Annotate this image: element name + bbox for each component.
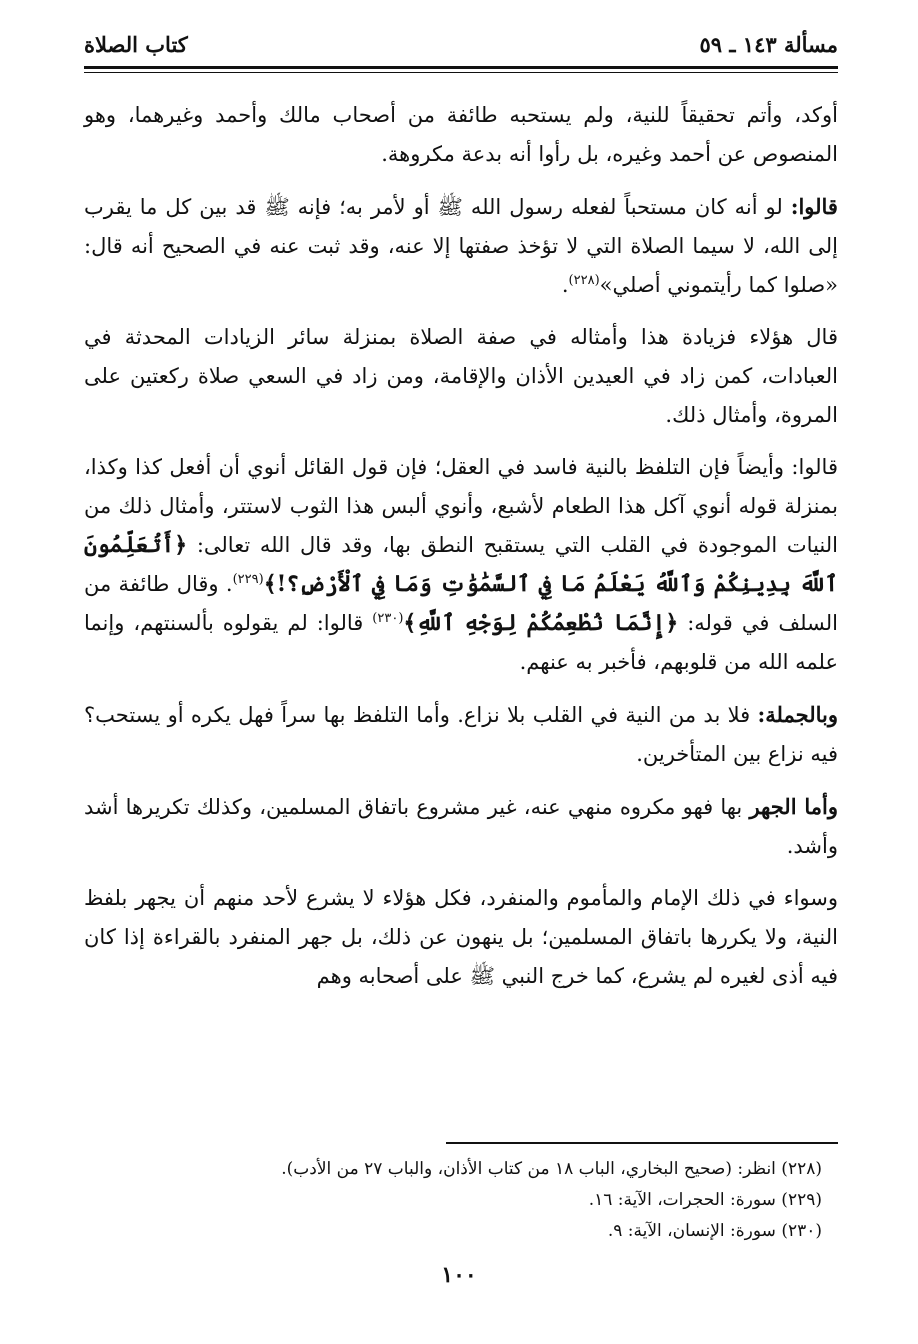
footnote-separator <box>446 1142 838 1144</box>
page-number: ١٠٠ <box>441 1262 477 1288</box>
paragraph-text: لو أنه كان مستحباً لفعله رسول الله ﷺ أو لأمر به؛ فإنه ﷺ قد بين كل ما يقرب إلى الله، لا سيما الصلاة التي لا تؤخذ صفتها إلا عنه، وقد ثبت عنه في الصحيح أنه قال: «صلوا كما رأيتموني أصلي» <box>84 195 838 297</box>
running-header <box>84 28 838 64</box>
paragraph-text: فلا بد من النية في القلب بلا نزاع. وأما التلفظ بها سراً فهل يكره أو يستحب؟ فيه نزاع بين المتأخرين. <box>84 703 838 766</box>
footnotes <box>84 1154 822 1247</box>
paragraph-text: بها فهو مكروه منهي عنه، غير مشروع باتفاق المسلمين، وكذلك تكريرها أشد وأشد. <box>84 795 838 858</box>
footnote-ref-228: (٢٢٨) <box>568 273 600 288</box>
paragraph-lead: وأما الجهر <box>749 794 838 819</box>
paragraph-6 <box>84 787 838 866</box>
paragraph-7 <box>84 879 838 996</box>
paragraph-5 <box>84 695 838 774</box>
quran-verse-2: ﴿إِنَّمَا نُطْعِمُكُمْ لِوَجْهِ ٱللَّهِ﴾ <box>403 610 679 636</box>
paragraph-end: . <box>561 273 569 297</box>
paragraph-2 <box>84 187 838 305</box>
footnote-229: (٢٢٩) سورة: الحجرات، الآية: ١٦. <box>588 1190 822 1210</box>
footnote-ref-230: (٢٣٠) <box>372 611 404 626</box>
paragraph-text: أوكد، وأتم تحقيقاً للنية، ولم يستحبه طائفة من أصحاب مالك وأحمد وغيرهما، وهو المنصوص عن أحمد وغيره، بل رأوا أنه بدعة مكروهة. <box>84 103 838 166</box>
footnote-230: (٢٣٠) سورة: الإنسان، الآية: ٩. <box>607 1221 822 1241</box>
paragraph-text-part-3: قالوا: لم يقولوه بألسنتهم، وإنما علمه الله من قلوبهم، فأخبر به عنهم. <box>84 611 838 674</box>
main-text <box>84 96 838 1009</box>
quran-verse-1: ﴿أَتُعَلِّمُونَ ٱللَّهَ بِدِينِكُمْ وَٱللَّهُ يَعْلَمُ مَا فِي ٱلسَّمَٰوَٰتِ وَمَا فِي ٱلْأَرْضِ؟!﴾ <box>84 532 838 597</box>
paragraph-3 <box>84 318 838 435</box>
issue-reference: مسألة ١٤٣ ـ ٥٩ <box>699 32 838 57</box>
paragraph-1 <box>84 96 838 174</box>
paragraph-text-part-2: . وقال طائفة من السلف في قوله: <box>84 572 838 635</box>
paragraph-text: وسواء في ذلك الإمام والمأموم والمنفرد، فكل هؤلاء لا يشرع لأحد منهم أن يجهر بلفظ النية، ولا يكررها باتفاق المسلمين؛ بل ينهون عن ذلك، بل جهر المنفرد بالقراءة إذا كان فيه أذى لغيره لم يشرع، كما خرج النبي ﷺ على أصحابه وهم <box>84 886 838 988</box>
paragraph-lead: وبالجملة: <box>757 702 838 727</box>
paragraph-lead: قالوا: <box>790 194 838 219</box>
header-rule-thin <box>84 72 838 73</box>
book-title: كتاب الصلاة <box>84 32 188 57</box>
paragraph-4 <box>84 448 838 682</box>
footnote-228: (٢٢٨) انظر: (صحيح البخاري، الباب ١٨ من كتاب الأذان، والباب ٢٧ من الأدب). <box>281 1159 822 1179</box>
paragraph-text-part-1: قالوا: وأيضاً فإن التلفظ بالنية فاسد في العقل؛ فإن قول القائل أنوي أن أفعل كذا وكذا، بمنزلة قوله أنوي آكل هذا الطعام لأشبع، وأنوي ألبس هذا الثوب لاستتر، وأمثال ذلك من النيات الموجودة في القلب التي يستقبح النطق بها، وقد قال الله تعالى: <box>84 455 838 557</box>
paragraph-text: قال هؤلاء فزيادة هذا وأمثاله في صفة الصلاة بمنزلة سائر الزيادات المحدثة في العبادات، كمن زاد في العيدين الأذان والإقامة، ومن زاد في السعي صلاة ركعتين على المروة، وأمثال ذلك. <box>84 325 838 427</box>
header-rule-thick <box>84 66 838 69</box>
footnote-ref-229: (٢٢٩) <box>232 572 264 587</box>
